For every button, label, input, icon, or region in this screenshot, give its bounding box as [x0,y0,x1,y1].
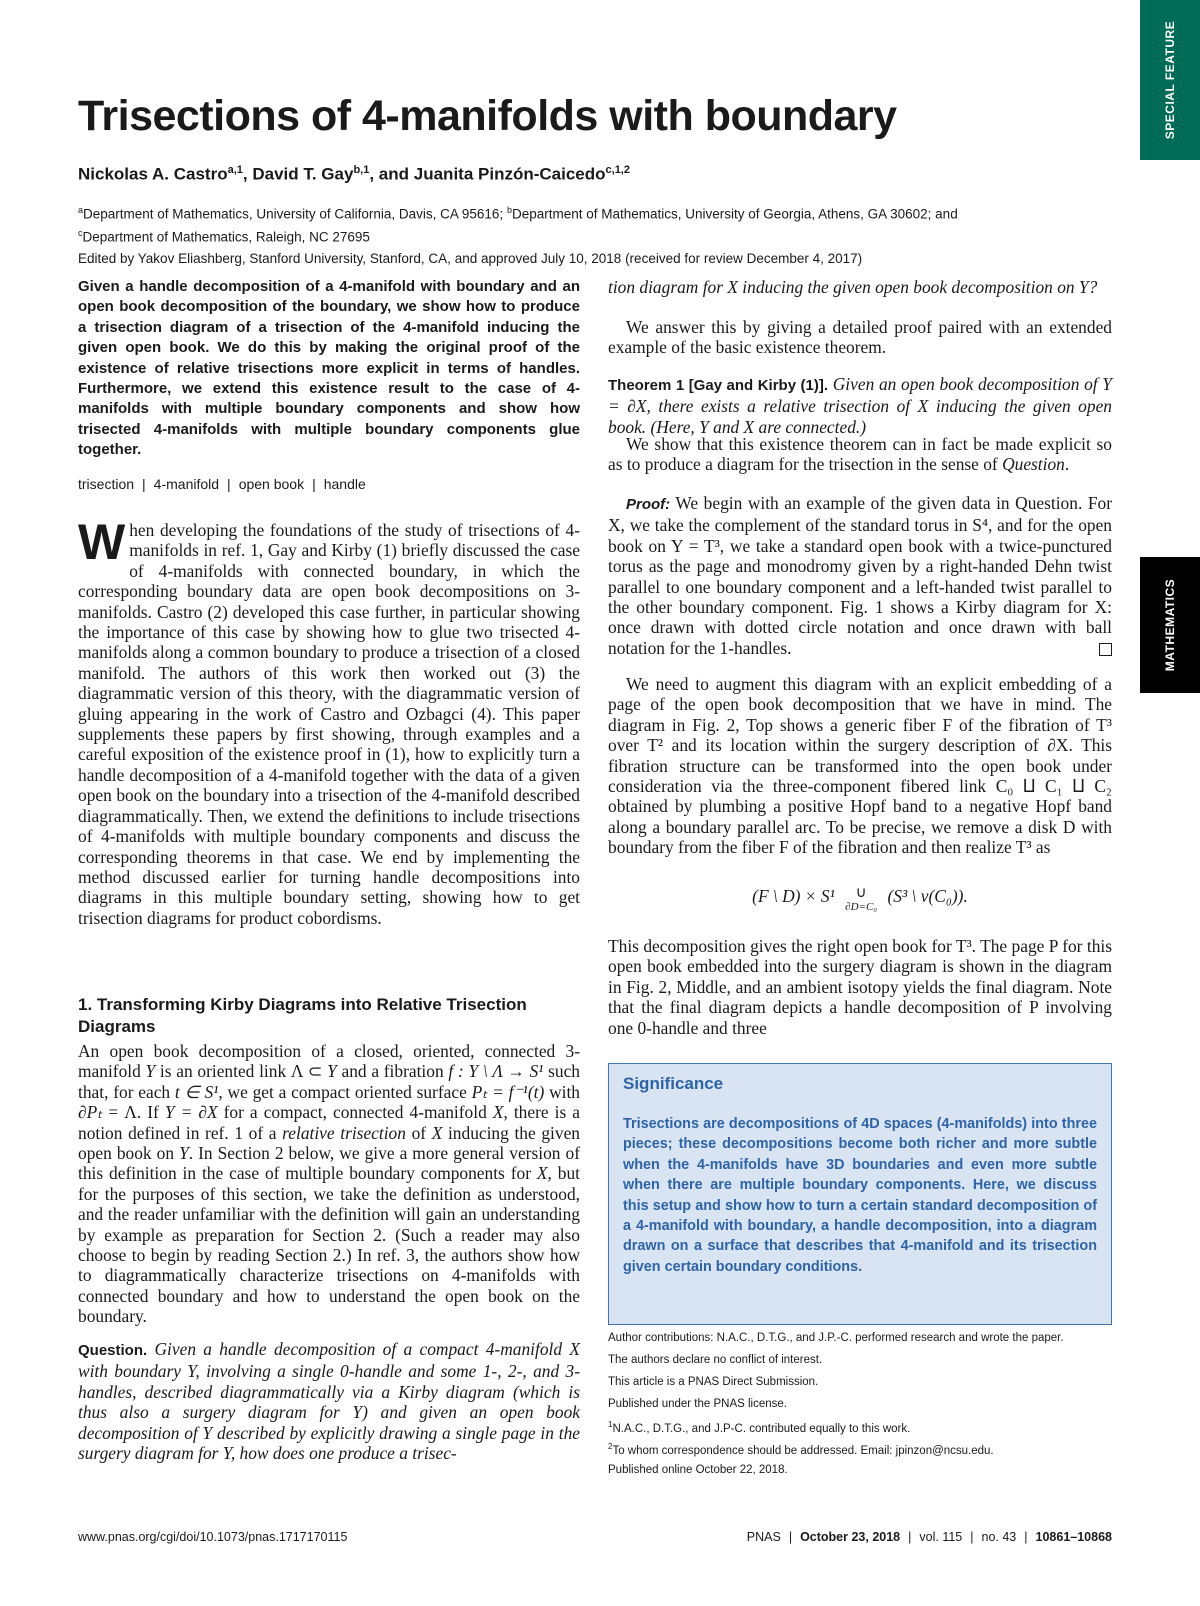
theorem-label: Theorem 1 [Gay and Kirby (1)]. [608,377,829,394]
footnote-text: Published online October 22, 2018. [608,1464,788,1476]
footnote-text: N.A.C., D.T.G., and J.P-C. contributed equally to this work. [612,1422,911,1435]
keyword[interactable]: open book [238,476,305,492]
qed-box-icon [1099,643,1112,656]
significance-box [608,1063,1112,1325]
text-run: , there is a notion defined in ref. 1 of a [78,1102,580,1143]
after-equation-paragraph: This decomposition gives the right open book for T³. The page P for this open book embedded into the surgery diagram is shown in the diagram in Fig. 2, Middle, and an ambient isotopy yields the final diagram. Note that the final diagram depicts a handle decomposition of P involving one 0-handle and three [608,936,1112,1038]
journal-info: PNAS | October 23, 2018 | vol. 115 | no. 43 | 10861–10868 [746,1530,1112,1544]
dropcap: W [78,514,126,570]
math-expr: Y = ∂X [164,1102,218,1123]
footnote [608,1398,787,1410]
footnote [608,1442,994,1457]
footnote [608,1464,788,1476]
issue-date: October 23, 2018 [800,1530,901,1544]
proof-text: We begin with an example of the given data in Question. For X, we take the complement of the standard torus in S⁴, and for the open book on Y = T³, we take a standard open book with a twice-punctured torus as the page and monodromy given by a right-handed Dehn twist parallel to one boundary component and a left-handed twist parallel to the other boundary component. Fig. 1 shows a Kirby diagram for X: once drawn with dotted circle notation and once drawn with ball notation for the 1-handles. [608,493,1112,658]
affil-text: Department of Mathematics, University of Georgia, Athens, GA 30602; and [511,206,958,222]
keyword[interactable]: trisection [78,476,135,492]
question-link[interactable]: Question [1002,454,1065,475]
text-run: We show that this existence theorem can in fact be made explicit so as to produce a diagram for the trisection in the sense of [608,434,1112,475]
math-var: Y [327,1061,337,1082]
affil-text: Department of Mathematics, Raleigh, NC 27695 [82,229,370,244]
author-name: Nickolas A. Castro [78,164,228,184]
footnote [608,1332,1064,1344]
journal-name: PNAS [746,1530,781,1544]
intro-paragraph [78,514,580,928]
text-run: of [405,1122,432,1143]
intro-text: hen developing the foundations of the study of trisections of 4-manifolds in ref. 1, Gay and Kirby (1) briefly discussed the case of 4-manifolds with connected boundary, in which the corresponding boundary data are open book decompositions on 3-manifolds. Castro (2) developed this case further, in particular showing the importance of this case by showing how to glue two trisected 4-manifolds along a common boundary to produce a trisection of a closed manifold. The authors of this work then worked out (3) the diagrammatic version of this theory, with the diagrammatic version of gluing appearing in the work of Castro and Ozbagci (4). This paper supplements these papers by first showing, through examples and a careful exposition of the existence proof in (1), how to explicitly turn a handle decomposition of a 4-manifold together with the data of a given open book on the boundary into a trisection of the 4-manifold described diagrammatically. Then, we extend the definitions to include trisections of 4-manifolds with multiple boundary components and discuss the corresponding theorems in that case. We end by implementing the method discussed earlier for turning handle decompositions into diagrams in this multiple boundary setting, showing how to get trisection diagrams for product cobordisms. [78,520,580,928]
proof-label: Proof: [626,496,671,513]
question-label: Question. [78,1342,148,1359]
footnote-text: Author contributions: N.A.C., D.T.G., and J.P.-C. performed research and wrote the paper. [608,1332,1064,1344]
footnote-text: To whom correspondence should be addressed. Email: jpinzon@ncsu.edu. [612,1444,994,1457]
footnote-text: The authors declare no conflict of interest. [608,1354,823,1366]
issue: no. 43 [981,1530,1017,1544]
volume: vol. 115 [919,1530,963,1544]
math-var: Pₜ [86,1102,103,1123]
theorem-text: Given an open book decomposition of Y = ∂X, there exists a relative trisection of X inducing the given open book. (Here, Y and X are connected.) [608,374,1112,437]
keyword[interactable]: 4-manifold [153,476,220,492]
text-run: , we get a compact oriented surface [218,1081,472,1102]
footnote-sup: 2 [608,1442,613,1451]
emphasis: relative trisection [282,1122,406,1143]
paper-title: Trisections of 4-manifolds with boundary [78,92,897,140]
text-run: An open book decomposition of a closed, oriented, connected 3-manifold [78,1041,580,1082]
affil-sup: a [78,205,84,215]
answer-paragraph: We answer this by giving a detailed proof paired with an extended example of the basic existence theorem. [608,317,1112,358]
text-run: , but for the purposes of this section, we take the definition as understood, and the reader unfamiliar with the definition will gain an understanding by example as preparation for Section 2. (Such a reader may also choose to begin by reading Section 2.) In ref. 3, the authors show how to diagrammatically characterize trisections on 4-manifolds with connected boundary and how to understand the open book on the boundary. [78,1163,581,1327]
footnote-text: This article is a PNAS Direct Submission. [608,1376,819,1388]
math-var: X [431,1122,443,1143]
edited-by: Edited by Yakov Eliashberg, Stanford University, Stanford, CA, and approved July 10, 2018 (received for review December 4, 2017) [78,251,863,266]
footnote-sup: 1 [608,1420,613,1429]
question-continued: tion diagram for X inducing the given open book decomposition on Y? [608,277,1098,297]
footnote [608,1354,822,1366]
keyword[interactable]: handle [323,476,366,492]
section-heading: 1. Transforming Kirby Diagrams into Relative Trisection Diagrams [78,995,527,1036]
footnote [608,1420,910,1435]
author-name: Juanita Pinzón-Caicedo [413,164,606,184]
keywords: trisection | 4-manifold | open book | handle [78,476,366,492]
page-footer [78,1530,1112,1544]
eq-cup-group [845,886,877,914]
math-var: X [492,1102,504,1123]
math-expr: t ∈ S¹ [174,1081,219,1102]
author-name: David T. Gay [252,164,354,184]
augment-paragraph: We need to augment this diagram with an explicit embedding of a page of the open book decomposition that we have in mind. The diagram in Fig. 2, Top shows a generic fiber F of the fibration of T³ over T² and its location within the surgery description of ∂X. This fibration structure can be transformed into the open book under consideration via the three-component fibered link C₀ ⨿ C₁ ⨿ C₂ obtained by plumbing a positive Hopf band to a negative Hopf band along a boundary parallel arc. To be precise, we remove a disk D with boundary from the fiber F of the fibration and then realize T³ as [608,674,1112,858]
affil-sup: c [78,227,83,238]
author-list [78,164,630,185]
theorem-paragraph [608,374,1112,437]
doi-link[interactable]: www.pnas.org/cgi/doi/10.1073/pnas.1717170115 [78,1530,348,1544]
proof-paragraph [608,493,1112,658]
special-feature-label: SPECIAL FEATURE [1163,20,1177,140]
page-range: 10861–10868 [1035,1530,1112,1544]
text-run: and a fibration [336,1061,449,1082]
author-sup: b,1 [353,164,370,176]
after-theorem-paragraph [608,434,1112,475]
question-text: Given a handle decomposition of a compact 4-manifold X with boundary Y, involving a single 0-handle and some 1-, 2-, and 3-handles, described diagrammatically via a Kirby diagram (which is thus also a surgery diagram for Y) and given an open book decomposition of Y described by explicitly drawing a single page in the surgery diagram for Y, how does one produce a trisec- [78,1339,580,1464]
author-sep: , [242,164,253,184]
math-var: X [536,1163,548,1184]
math-expr: Pₜ = f⁻¹(t) [471,1081,545,1102]
author-sep: , and [369,164,414,184]
text-run: . In Section 2 below, we give a more general version of this definition in the case of multiple boundary components for [78,1143,580,1184]
text-run: with ∂ [78,1081,580,1123]
mathematics-label: MATHEMATICS [1163,578,1178,672]
text-run: = Λ. If [102,1102,165,1123]
text-run: is an oriented link Λ ⊂ [155,1061,328,1082]
author-sup: a,1 [227,164,243,176]
text-run: for a compact, connected 4-manifold [217,1102,493,1123]
eq-sub: ∂D=C₀ [845,901,878,913]
text-run: such that, for each [78,1061,580,1102]
text-run: inducing the given open book on [78,1122,580,1164]
significance-title: Significance [623,1074,724,1093]
special-feature-tab [1140,0,1200,160]
eq-right: (S³ \ ν(C₀)). [887,886,968,906]
footnote-text: Published under the PNAS license. [608,1398,787,1410]
affiliations [78,201,1113,246]
footnote [608,1376,818,1388]
eq-left: (F \ D) × S¹ [752,886,835,906]
text-run: . [1064,454,1070,475]
abstract: Given a handle decomposition of a 4-manifold with boundary and an open book decomposition of the boundary, we show how to produce a trisection diagram of a trisection of the 4-manifold inducing the given open book. We do this by making the original proof of the existence of relative trisections more explicit in terms of handles. Furthermore, we extend this existence result to the case of 4-manifolds with multiple boundary components and show how trisected 4-manifolds with multiple boundary components glue together. [78,278,580,459]
mathematics-tab [1140,557,1200,693]
affil-text: Department of Mathematics, University of California, Davis, CA 95616; [83,206,507,222]
section1-paragraph [78,1041,580,1327]
author-sup: c,1,2 [605,164,630,176]
affil-sup: b [506,205,512,215]
significance-text: Trisections are decompositions of 4D spaces (4-manifolds) into three pieces; these decompositions become both richer and more subtle when the 4-manifolds have 3D boundaries and even more subtle when there are multiple boundary components. Here, we discuss this setup and show how to turn a certain standard decomposition of a 4-manifold with boundary, a handle decomposition, into a diagram drawn on a surface that describes that 4-manifold and its trisection given certain boundary conditions. [623,1116,1097,1275]
math-expr: f : Y \ Λ → S¹ [448,1061,544,1082]
math-var: Y [145,1061,156,1082]
math-var: Y [179,1143,189,1164]
eq-cup: ∪ [855,885,867,901]
question-paragraph [78,1339,580,1463]
display-equation [608,886,1112,914]
